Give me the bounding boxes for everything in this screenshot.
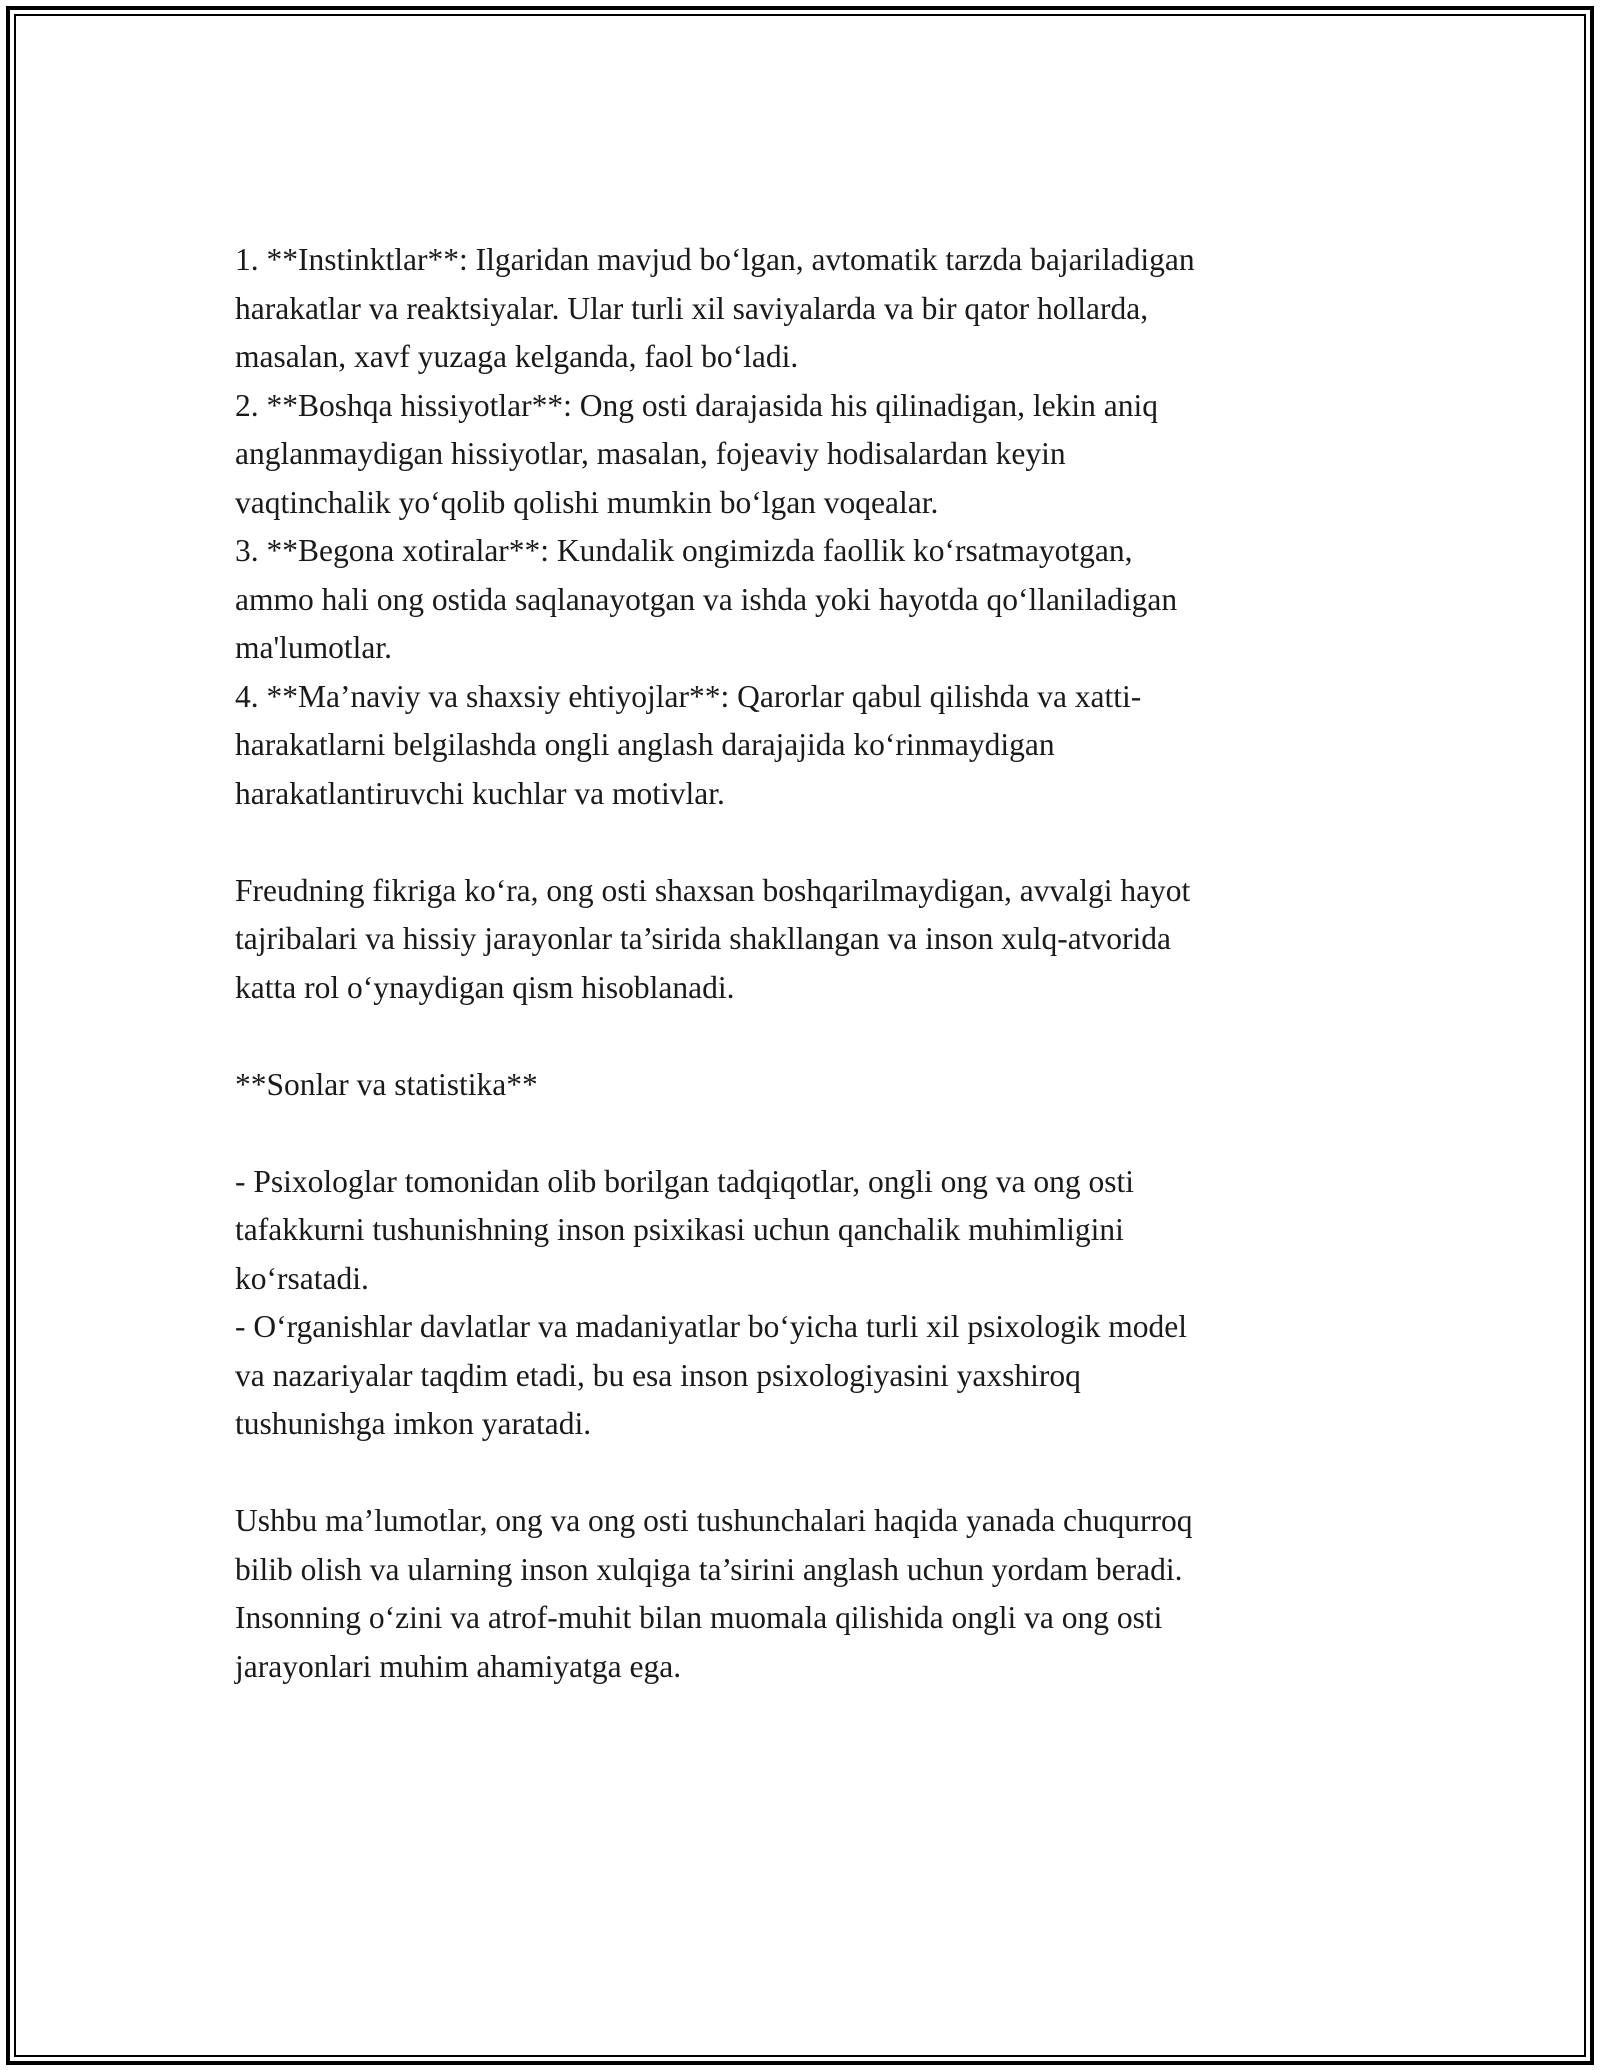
item-4 <box>235 673 1360 819</box>
item-3 <box>235 527 1360 673</box>
text-line: vaqtinchalik yo‘qolib qolishi mumkin bo‘lgan voqealar. <box>235 484 939 520</box>
text-line: - O‘rganishlar davlatlar va madaniyatlar bo‘yicha turli xil psixologik model <box>235 1309 1188 1344</box>
text-line: 3. **Begona xotiralar**: Kundalik ongimizda faollik ko‘rsatmayotgan, <box>235 533 1133 568</box>
text-line: Ushbu ma’lumotlar, ong va ong osti tushunchalari haqida yanada chuqurroq <box>235 1503 1193 1538</box>
text-line: tushunishga imkon yaratadi. <box>235 1406 592 1441</box>
text-line: harakatlantiruvchi kuchlar va motivlar. <box>235 775 725 811</box>
item-2 <box>235 382 1360 528</box>
text-line: anglanmaydigan hissiyotlar, masalan, fojeaviy hodisalardan keyin <box>235 436 1066 471</box>
document-body <box>235 236 1360 1691</box>
text-line: va nazariyalar taqdim etadi, bu esa inson psixologiyasini yaxshiroq <box>235 1357 1081 1393</box>
freud-paragraph <box>235 867 1360 1013</box>
text-line: tafakkurni tushunishning inson psixikasi uchun qanchalik muhimligini <box>235 1212 1124 1247</box>
text-line: Insonning o‘zini va atrof-muhit bilan muomala qilishida ongli va ong osti <box>235 1600 1163 1635</box>
text-line: 4. **Ma’naviy va shaxsiy ehtiyojlar**: Qarorlar qabul qilishda va xatti- <box>235 678 1142 714</box>
text-line: ammo hali ong ostida saqlanayotgan va ishda yoki hayotda qo‘llaniladigan <box>235 581 1178 617</box>
item-1 <box>235 236 1360 382</box>
text-line: ma'lumotlar. <box>235 630 393 665</box>
stats-heading <box>235 1061 1360 1110</box>
paragraph-spacer <box>235 1449 1360 1498</box>
text-line: 2. **Boshqa hissiyotlar**: Ong osti darajasida his qilinadigan, lekin aniq <box>235 387 1159 423</box>
text-line: jarayonlari muhim ahamiyatga ega. <box>235 1648 682 1684</box>
text-line: bilib olish va ularning inson xulqiga ta’sirini anglash uchun yordam beradi. <box>235 1551 1183 1587</box>
text-line: ko‘rsatadi. <box>235 1260 369 1296</box>
conclusion-paragraph <box>235 1497 1360 1691</box>
bullet-2 <box>235 1303 1360 1449</box>
text-line: **Sonlar va statistika** <box>235 1066 538 1102</box>
bullet-1 <box>235 1158 1360 1304</box>
text-line: - Psixologlar tomonidan olib borilgan tadqiqotlar, ongli ong va ong osti <box>235 1163 1135 1199</box>
text-line: masalan, xavf yuzaga kelganda, faol bo‘ladi. <box>235 339 799 374</box>
text-line: 1. **Instinktlar**: Ilgaridan mavjud bo‘lgan, avtomatik tarzda bajariladigan <box>235 242 1195 277</box>
paragraph-spacer <box>235 1109 1360 1158</box>
text-line: harakatlar va reaktsiyalar. Ular turli xil saviyalarda va bir qator hollarda, <box>235 290 1149 326</box>
text-line: katta rol o‘ynaydigan qism hisoblanadi. <box>235 969 735 1005</box>
text-line: harakatlarni belgilashda ongli anglash darajajida ko‘rinmaydigan <box>235 727 1055 762</box>
paragraph-spacer <box>235 818 1360 867</box>
paragraph-spacer <box>235 1012 1360 1061</box>
text-line: tajribalari va hissiy jarayonlar ta’sirida shakllangan va inson xulq-atvorida <box>235 921 1171 956</box>
text-line: Freudning fikriga ko‘ra, ong osti shaxsan boshqarilmaydigan, avvalgi hayot <box>235 872 1191 908</box>
